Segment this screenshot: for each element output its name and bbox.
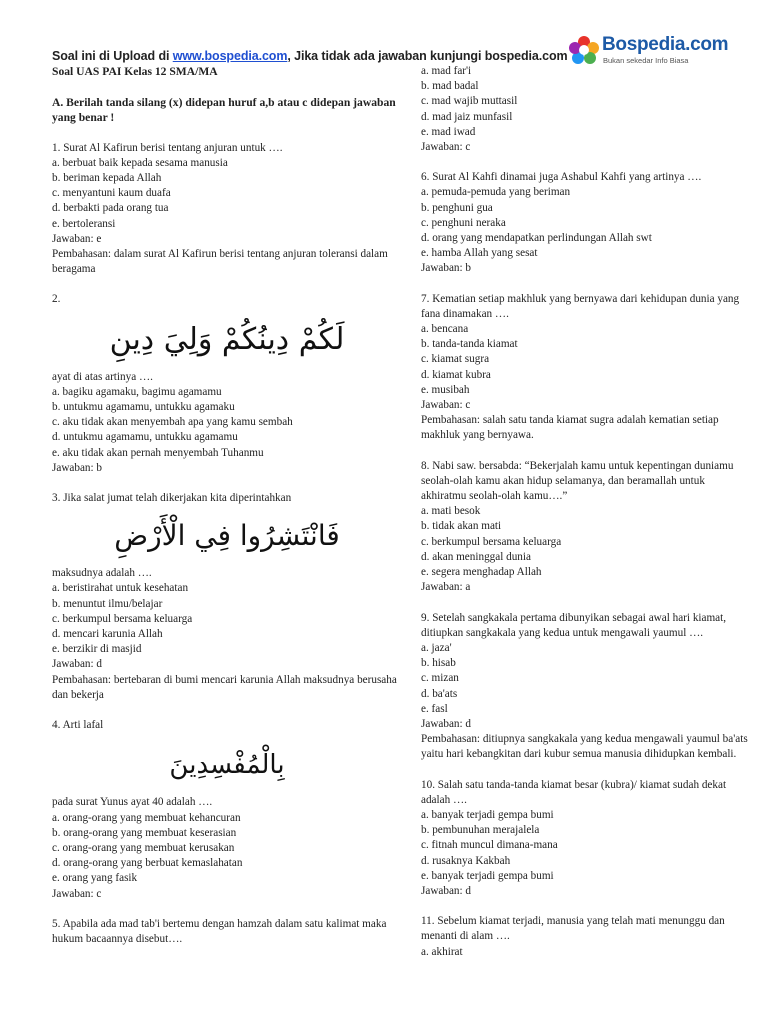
answer: Jawaban: c (421, 399, 471, 412)
question-10 (421, 778, 751, 900)
exam-title: Soal UAS PAI Kelas 12 SMA/MA (52, 65, 218, 78)
option-b: b. beriman kepada Allah (52, 172, 162, 185)
option-a: a. beristirahat untuk kesehatan (52, 582, 189, 595)
option-a: a. berbuat baik kepada sesama manusia (52, 156, 228, 169)
question-line: 6. Surat Al Kahfi dinamai juga Ashabul Kahfi yang artinya …. (421, 171, 702, 184)
option-a: a. bagiku agamaku, bagimu agamamu (52, 385, 222, 398)
question-11 (421, 914, 751, 960)
option-a: a. orang-orang yang membuat kehancuran (52, 811, 241, 824)
answer: Jawaban: b (421, 262, 472, 275)
arabic-verse: فَانْتَشِرُوا فِي الْأَرْضِ (114, 519, 340, 553)
question-2 (52, 292, 402, 476)
question-line: pada surat Yunus ayat 40 adalah …. (52, 796, 213, 809)
question-line: 5. Apabila ada mad tab'i bertemu dengan hamzah dalam satu kalimat maka hukum bacaannya disebut…. (52, 917, 387, 945)
option-a: a. mati besok (421, 505, 481, 518)
option-e: e. bertoleransi (52, 217, 116, 230)
question-5 (52, 917, 402, 947)
option-e: e. orang yang fasik (52, 872, 138, 885)
option-e: e. mad iwad (421, 125, 476, 138)
question-line: 9. Setelah sangkakala pertama dibunyikan sebagai awal hari kiamat, ditiupkan sangkakala yang kedua untuk mengawali yaumul …. (421, 611, 727, 639)
option-b: b. tidak akan mati (421, 520, 502, 533)
option-a: a. mad far'i (421, 65, 472, 77)
question-5-options (421, 64, 751, 155)
option-c: c. penghuni neraka (421, 216, 506, 229)
question-line: 11. Sebelum kiamat terjadi, manusia yang telah mati menunggu dan menanti di alam …. (421, 915, 725, 943)
option-b: b. orang-orang yang membuat keserasian (52, 826, 237, 839)
option-b: b. mad badal (421, 80, 479, 93)
option-a: a. pemuda-pemuda yang beriman (421, 186, 571, 199)
question-9 (421, 611, 751, 763)
option-b: b. hisab (421, 657, 456, 670)
option-d: d. mad jaiz munfasil (421, 110, 513, 123)
left-column (52, 64, 402, 947)
option-a: a. bencana (421, 323, 469, 336)
option-c: c. kiamat sugra (421, 353, 490, 366)
option-d: d. akan meninggal dunia (421, 550, 531, 563)
answer: Jawaban: c (421, 141, 471, 154)
option-d: d. orang-orang yang berbuat kemaslahatan (52, 857, 243, 870)
discussion: Pembahasan: dalam surat Al Kafirun berisi tentang anjuran toleransi dalam beragama (52, 248, 388, 276)
answer: Jawaban: d (52, 658, 103, 671)
option-d: d. mencari karunia Allah (52, 628, 163, 641)
right-column (421, 64, 751, 960)
option-a: a. banyak terjadi gempa bumi (421, 808, 554, 821)
answer: Jawaban: b (52, 461, 103, 474)
option-b: b. menuntut ilmu/belajar (52, 597, 163, 610)
option-a: a. jaza' (421, 641, 452, 654)
question-line: maksudnya adalah …. (52, 567, 152, 580)
option-d: d. kiamat kubra (421, 368, 491, 381)
option-c: c. mad wajib muttasil (421, 95, 518, 108)
option-e: e. hamba Allah yang sesat (421, 247, 538, 260)
option-d: d. orang yang mendapatkan perlindungan Allah swt (421, 232, 652, 245)
question-line: ayat di atas artinya …. (52, 370, 153, 383)
upload-notice (52, 49, 612, 63)
option-b: b. pembunuhan merajalela (421, 824, 540, 837)
option-d: d. rusaknya Kakbah (421, 854, 511, 867)
logo-name: Bospedia.com (602, 34, 729, 55)
answer: Jawaban: e (52, 232, 102, 245)
option-a: a. akhirat (421, 945, 463, 958)
discussion: Pembahasan: salah satu tanda kiamat sugra adalah kematian setiap makhluk yang bernyawa. (421, 414, 719, 442)
arabic-verse: لَكُمْ دِينُكُمْ وَلِيَ دِينِ (109, 321, 345, 357)
question-3 (52, 491, 402, 703)
question-line: 10. Salah satu tanda-tanda kiamat besar (kubra)/ kiamat sudah dekat adalah …. (421, 778, 727, 806)
option-e: e. banyak terjadi gempa bumi (421, 869, 554, 882)
question-8 (421, 459, 751, 596)
logo-tagline: Bukan sekedar Info Biasa (603, 56, 689, 65)
option-b: b. tanda-tanda kiamat (421, 338, 518, 351)
bospedia-link[interactable]: www.bospedia.com (172, 49, 288, 63)
option-b: b. untukmu agamamu, untukku agamaku (52, 401, 235, 414)
question-line: 7. Kematian setiap makhluk yang bernyawa dari kehidupan dunia yang fana dinamakan …. (421, 292, 740, 320)
question-number: 2. (52, 293, 61, 306)
option-e: e. fasl (421, 702, 448, 715)
answer: Jawaban: d (421, 884, 472, 897)
option-c: c. mizan (421, 672, 459, 685)
question-line: 8. Nabi saw. bersabda: “Bekerjalah kamu untuk kepentingan duniamu seolah-olah kamu akan hidup selamanya, dan beramallah untuk akhiratmu seolah-olah kamu….” (421, 459, 734, 503)
discussion: Pembahasan: bertebaran di bumi mencari karunia Allah maksudnya berusaha dan bekerja (52, 673, 397, 701)
instruction: A. Berilah tanda silang (x) didepan huruf a,b atau c didepan jawaban yang benar ! (52, 96, 396, 125)
question-6 (421, 170, 751, 276)
option-d: d. ba'ats (421, 687, 458, 700)
option-d: d. berbakti pada orang tua (52, 202, 169, 215)
option-c: c. berkumpul bersama keluarga (421, 535, 562, 548)
answer: Jawaban: d (421, 717, 472, 730)
bospedia-logo-icon (568, 34, 600, 66)
answer: Jawaban: c (52, 887, 102, 900)
option-c: c. orang-orang yang membuat kerusakan (52, 841, 235, 854)
option-c: c. berkumpul bersama keluarga (52, 612, 193, 625)
option-e: e. segera menghadap Allah (421, 566, 542, 579)
question-line: 1. Surat Al Kafirun berisi tentang anjuran untuk …. (52, 141, 283, 154)
upload-notice-suffix: , Jika tidak ada jawaban kunjungi bospedia.com (287, 49, 568, 63)
option-c: c. menyantuni kaum duafa (52, 187, 171, 200)
option-c: c. fitnah muncul dimana-mana (421, 839, 558, 852)
question-7 (421, 292, 751, 444)
question-4 (52, 718, 402, 902)
option-e: e. musibah (421, 383, 470, 396)
discussion: Pembahasan: ditiupnya sangkakala yang kedua mengawali yaumul ba'ats yaitu hari kebangkitan dari kubur semua manusia dihidupkan kembali. (421, 733, 748, 761)
question-line: 3. Jika salat jumat telah dikerjakan kita diperintahkan (52, 492, 292, 505)
option-e: e. berzikir di masjid (52, 643, 142, 656)
option-e: e. aku tidak akan pernah menyembah Tuhanmu (52, 446, 264, 459)
question-1 (52, 141, 402, 278)
option-d: d. untukmu agamamu, untukku agamamu (52, 431, 238, 444)
option-b: b. penghuni gua (421, 201, 493, 214)
answer: Jawaban: a (421, 581, 471, 594)
question-line: 4. Arti lafal (52, 719, 104, 732)
upload-notice-prefix: Soal ini di Upload di (52, 49, 173, 63)
arabic-word: بِالْمُفْسِدِينَ (169, 750, 285, 781)
option-c: c. aku tidak akan menyembah apa yang kamu sembah (52, 416, 293, 429)
